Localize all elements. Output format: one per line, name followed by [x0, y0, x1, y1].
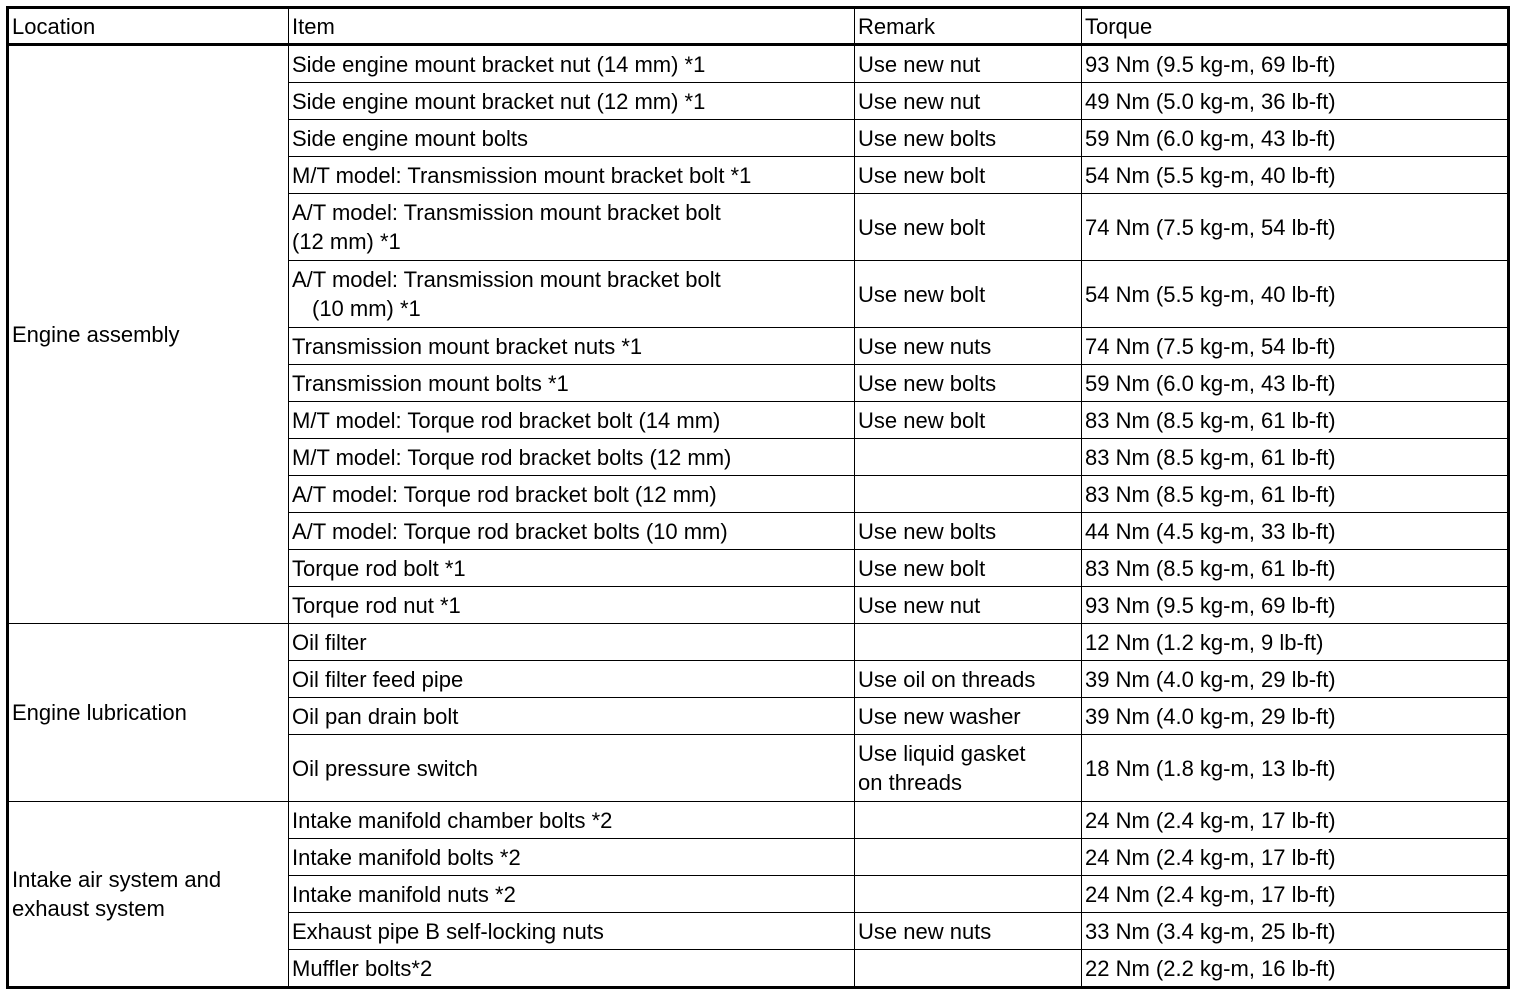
location-line: exhaust system: [12, 896, 165, 921]
remark-cell: [855, 876, 1082, 913]
item-cell: Torque rod nut *1: [289, 587, 855, 624]
header-location: Location: [8, 8, 289, 45]
torque-cell: 39 Nm (4.0 kg-m, 29 lb-ft): [1082, 698, 1509, 735]
item-cell: A/T model: Torque rod bracket bolt (12 mm): [289, 476, 855, 513]
remark-cell: Use new bolt: [855, 550, 1082, 587]
remark-cell: Use new washer: [855, 698, 1082, 735]
torque-cell: 59 Nm (6.0 kg-m, 43 lb-ft): [1082, 365, 1509, 402]
torque-cell: 83 Nm (8.5 kg-m, 61 lb-ft): [1082, 476, 1509, 513]
remark-cell: Use new bolts: [855, 120, 1082, 157]
remark-cell: Use new bolts: [855, 365, 1082, 402]
remark-cell: Use new nut: [855, 45, 1082, 83]
item-cell: Oil filter: [289, 624, 855, 661]
header-torque: Torque: [1082, 8, 1509, 45]
remark-cell: Use new nuts: [855, 913, 1082, 950]
item-cell: Oil filter feed pipe: [289, 661, 855, 698]
torque-cell: 83 Nm (8.5 kg-m, 61 lb-ft): [1082, 550, 1509, 587]
remark-cell: [855, 624, 1082, 661]
torque-cell: 54 Nm (5.5 kg-m, 40 lb-ft): [1082, 157, 1509, 194]
item-cell: M/T model: Torque rod bracket bolts (12 mm): [289, 439, 855, 476]
remark-cell: [855, 839, 1082, 876]
item-cell: M/T model: Torque rod bracket bolt (14 mm): [289, 402, 855, 439]
table-row: [8, 45, 1509, 83]
torque-cell: 24 Nm (2.4 kg-m, 17 lb-ft): [1082, 839, 1509, 876]
item-cell: Intake manifold bolts *2: [289, 839, 855, 876]
torque-cell: 24 Nm (2.4 kg-m, 17 lb-ft): [1082, 802, 1509, 839]
item-cell: A/T model: Torque rod bracket bolts (10 mm): [289, 513, 855, 550]
item-line: A/T model: Transmission mount bracket bolt: [292, 200, 721, 225]
torque-cell: 44 Nm (4.5 kg-m, 33 lb-ft): [1082, 513, 1509, 550]
remark-cell: Use oil on threads: [855, 661, 1082, 698]
remark-cell: [855, 735, 1082, 802]
item-cell: Muffler bolts*2: [289, 950, 855, 988]
header-item: Item: [289, 8, 855, 45]
torque-cell: 54 Nm (5.5 kg-m, 40 lb-ft): [1082, 261, 1509, 328]
torque-cell: 93 Nm (9.5 kg-m, 69 lb-ft): [1082, 45, 1509, 83]
item-cell: Oil pan drain bolt: [289, 698, 855, 735]
remark-cell: Use new bolt: [855, 261, 1082, 328]
item-cell: Transmission mount bracket nuts *1: [289, 328, 855, 365]
item-cell: Side engine mount bracket nut (14 mm) *1: [289, 45, 855, 83]
torque-cell: 59 Nm (6.0 kg-m, 43 lb-ft): [1082, 120, 1509, 157]
remark-cell: [855, 476, 1082, 513]
table-row: [8, 624, 1509, 661]
item-cell: Side engine mount bracket nut (12 mm) *1: [289, 83, 855, 120]
item-cell: Oil pressure switch: [289, 735, 855, 802]
torque-cell: 74 Nm (7.5 kg-m, 54 lb-ft): [1082, 328, 1509, 365]
torque-cell: 74 Nm (7.5 kg-m, 54 lb-ft): [1082, 194, 1509, 261]
remark-cell: Use new nut: [855, 83, 1082, 120]
item-line: (10 mm) *1: [312, 296, 421, 321]
torque-spec-table: [6, 6, 1510, 989]
item-cell: Intake manifold chamber bolts *2: [289, 802, 855, 839]
torque-cell: 18 Nm (1.8 kg-m, 13 lb-ft): [1082, 735, 1509, 802]
torque-cell: 39 Nm (4.0 kg-m, 29 lb-ft): [1082, 661, 1509, 698]
torque-cell: 24 Nm (2.4 kg-m, 17 lb-ft): [1082, 876, 1509, 913]
remark-line: Use liquid gasket: [858, 741, 1026, 766]
remark-cell: [855, 950, 1082, 988]
remark-cell: Use new bolt: [855, 194, 1082, 261]
item-cell: Side engine mount bolts: [289, 120, 855, 157]
item-cell: Transmission mount bolts *1: [289, 365, 855, 402]
item-cell: Exhaust pipe B self-locking nuts: [289, 913, 855, 950]
torque-spec-sheet: [6, 6, 1510, 989]
torque-cell: 49 Nm (5.0 kg-m, 36 lb-ft): [1082, 83, 1509, 120]
location-line: Intake air system and: [12, 867, 222, 892]
remark-cell: Use new bolt: [855, 402, 1082, 439]
header-row: [8, 8, 1509, 45]
remark-cell: Use new nuts: [855, 328, 1082, 365]
torque-cell: 33 Nm (3.4 kg-m, 25 lb-ft): [1082, 913, 1509, 950]
remark-cell: Use new bolt: [855, 157, 1082, 194]
item-cell: [289, 194, 855, 261]
torque-cell: 83 Nm (8.5 kg-m, 61 lb-ft): [1082, 402, 1509, 439]
item-cell: M/T model: Transmission mount bracket bolt *1: [289, 157, 855, 194]
remark-cell: [855, 802, 1082, 839]
torque-cell: 93 Nm (9.5 kg-m, 69 lb-ft): [1082, 587, 1509, 624]
remark-cell: Use new bolts: [855, 513, 1082, 550]
header-remark: Remark: [855, 8, 1082, 45]
remark-cell: Use new nut: [855, 587, 1082, 624]
remark-line: on threads: [858, 770, 962, 795]
item-line: A/T model: Transmission mount bracket bolt: [292, 267, 721, 292]
torque-cell: 12 Nm (1.2 kg-m, 9 lb-ft): [1082, 624, 1509, 661]
location-cell: Engine assembly: [8, 45, 289, 624]
location-cell: [8, 802, 289, 988]
location-cell: Engine lubrication: [8, 624, 289, 802]
item-cell: [289, 261, 855, 328]
torque-cell: 83 Nm (8.5 kg-m, 61 lb-ft): [1082, 439, 1509, 476]
remark-cell: [855, 439, 1082, 476]
item-line: (12 mm) *1: [292, 229, 401, 254]
item-cell: Intake manifold nuts *2: [289, 876, 855, 913]
item-cell: Torque rod bolt *1: [289, 550, 855, 587]
torque-cell: 22 Nm (2.2 kg-m, 16 lb-ft): [1082, 950, 1509, 988]
table-row: [8, 802, 1509, 839]
